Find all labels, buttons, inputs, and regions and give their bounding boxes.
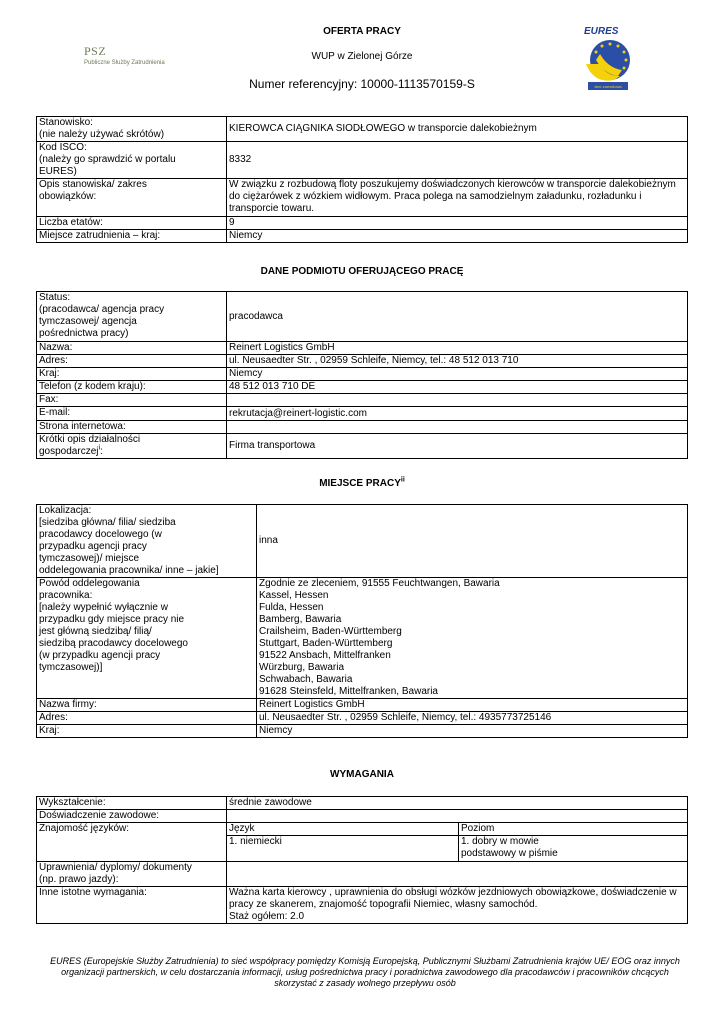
education-value: średnie zawodowe — [227, 797, 688, 810]
table-row — [37, 505, 688, 578]
employer-section-title: DANE PODMIOTU OFERUJĄCEGO PRACĘ — [260, 266, 464, 277]
experience-value — [227, 810, 688, 823]
experience-label: Doświadczenie zawodowe: — [37, 810, 227, 823]
isco-value: 8332 — [227, 142, 688, 179]
description-value: W związku z rozbudową floty poszukujemy doświadczonych kierowców w transporcie dalekobieżnym do ciężarówek z wózkiem widłowym. Praca polega na samodzielnym załadunku, rozładunku i transporcie towaru. — [227, 179, 688, 217]
table-row — [37, 342, 688, 355]
table-row — [37, 421, 688, 434]
fax-value — [227, 394, 688, 407]
email-label: E-mail: — [37, 407, 227, 421]
website-label: Strona internetowa: — [37, 421, 227, 434]
eures-logo — [580, 24, 636, 94]
table-row — [37, 179, 688, 217]
activity-label-line2: gospodarczej — [39, 446, 99, 457]
workplace-country-label: Kraj: — [37, 725, 257, 738]
table-row — [37, 810, 688, 823]
position-label: Stanowisko: (nie należy używać skrótów) — [37, 117, 227, 142]
workplace-country-value: Niemcy — [257, 725, 688, 738]
table-row — [37, 823, 688, 836]
jobs-label: Liczba etatów: — [37, 217, 227, 230]
email-value: rekrutacja@reinert-logistic.com — [227, 407, 688, 421]
psz-logo-sub: Publiczne Służby Zatrudnienia — [84, 60, 165, 66]
eures-logo-icon — [580, 24, 636, 94]
country-value: Niemcy — [227, 230, 688, 243]
table-row — [37, 142, 688, 179]
psz-logo-main: PSZ — [84, 44, 107, 58]
status-value: pracodawca — [227, 292, 688, 342]
company-value: Reinert Logistics GmbH — [257, 699, 688, 712]
table-row — [37, 394, 688, 407]
table-row — [37, 578, 688, 699]
footnote-marker: i — [98, 444, 101, 452]
country-label: Miejsce zatrudnienia – kraj: — [37, 230, 227, 243]
psz-logo — [84, 44, 194, 74]
table-row — [37, 355, 688, 368]
level-column-header: Poziom — [459, 823, 688, 836]
name-value: Reinert Logistics GmbH — [227, 342, 688, 355]
languages-label: Znajomość języków: — [37, 823, 227, 862]
phone-value: 48 512 013 710 DE — [227, 381, 688, 394]
education-label: Wykształcenie: — [37, 797, 227, 810]
position-value: KIEROWCA CIĄGNIKA SIODŁOWEGO w transporcie dalekobieżnym — [227, 117, 688, 142]
activity-label-colon: : — [100, 446, 103, 457]
language-column-header: Język — [227, 823, 459, 836]
table-row — [37, 381, 688, 394]
reason-label: Powód oddelegowania pracownika: [należy wypełnić wyłącznie w przypadku gdy miejsce pracy nie jest główną siedzibą/ filią/ siedzibą pracodawcy docelowego (w przypadku agencji pracy tymczasowej)] — [37, 578, 257, 699]
footer-note: EURES (Europejskie Służby Zatrudnienia) to sieć współpracy pomiędzy Komisją Europejską, Publicznymi Służbami Zatrudnienia krajów UE/ EOG oraz innych organizacji partnerskich, w celu dostarczania informacji, usług pośrednictwa pracy i poradnictwa zawodowego dla pracodawców i pracowników chcących skorzystać z zasady wolnego przepływu osób — [50, 956, 680, 988]
table-row — [37, 725, 688, 738]
level-value: 1. dobry w mowie podstawowy w piśmie — [459, 836, 688, 862]
table-row — [37, 217, 688, 230]
phone-label: Telefon (z kodem kraju): — [37, 381, 227, 394]
jobs-value: 9 — [227, 217, 688, 230]
other-requirements-label: Inne istotne wymagania: — [37, 887, 227, 924]
other-requirements-value: Ważna karta kierowcy , uprawnienia do obsługi wózków jezdniowych obowiązkowe, doświadczenie w pracy ze skanerem, znajomość topografii Niemiec, własny samochód. Staż ogółem: 2.0 — [227, 887, 688, 924]
table-row — [37, 230, 688, 243]
footnote-marker: ii — [400, 476, 405, 484]
requirements-section-title: WYMAGANIA — [330, 769, 394, 780]
table-row — [37, 368, 688, 381]
table-row — [37, 292, 688, 342]
eures-logo-text: EURES — [584, 26, 619, 37]
reference-number: Numer referencyjny: 10000-1113570159-S — [249, 77, 475, 91]
fax-label: Fax: — [37, 394, 227, 407]
status-label: Status: (pracodawca/ agencja pracy tymczasowej/ agencja pośrednictwa pracy) — [37, 292, 227, 342]
address-value: ul. Neusaedter Str. , 02959 Schleife, Niemcy, tel.: 48 512 013 710 — [227, 355, 688, 368]
workplace-section-title — [162, 478, 562, 489]
workplace-address-label: Adres: — [37, 712, 257, 725]
requirements-table — [36, 796, 688, 924]
reason-value: Zgodnie ze zleceniem, 91555 Feuchtwangen, Bawaria Kassel, Hessen Fulda, Hessen Bamberg, Bawaria Crailsheim, Baden-Württemberg Stuttgart, Baden-Württemberg 91522 Ansbach, Mittelfranken Würzburg, Bawaria Schwabach, Bawaria 91628 Steinsfeld, Mittelfranken, Bawaria — [257, 578, 688, 699]
address-label: Adres: — [37, 355, 227, 368]
offer-table — [36, 116, 688, 243]
table-row — [37, 699, 688, 712]
company-label: Nazwa firmy: — [37, 699, 257, 712]
table-row — [37, 862, 688, 887]
workplace-title-text: MIEJSCE PRACY — [319, 478, 401, 489]
website-value — [227, 421, 688, 434]
table-row — [37, 797, 688, 810]
employer-country-value: Niemcy — [227, 368, 688, 381]
document-title: OFERTA PRACY — [323, 26, 401, 37]
language-value: 1. niemiecki — [227, 836, 459, 862]
eures-logo-caption: sieć zawodowa — [594, 84, 622, 89]
workplace-address-value: ul. Neusaedter Str. , 02959 Schleife, Niemcy, tel.: 4935773725146 — [257, 712, 688, 725]
activity-label-line1: Krótki opis działalności — [39, 434, 141, 445]
location-value: inna — [257, 505, 688, 578]
activity-value: Firma transportowa — [227, 434, 688, 459]
table-row — [37, 434, 688, 459]
description-label: Opis stanowiska/ zakres obowiązków: — [37, 179, 227, 217]
activity-label — [37, 434, 227, 459]
workplace-table — [36, 504, 688, 738]
name-label: Nazwa: — [37, 342, 227, 355]
licenses-value — [227, 862, 688, 887]
employer-country-label: Kraj: — [37, 368, 227, 381]
employer-table — [36, 291, 688, 459]
table-row — [37, 887, 688, 924]
licenses-label: Uprawnienia/ dyplomy/ dokumenty (np. prawo jazdy): — [37, 862, 227, 887]
table-row — [37, 407, 688, 421]
office-name: WUP w Zielonej Górze — [311, 51, 413, 62]
table-row — [37, 117, 688, 142]
isco-label: Kod ISCO: (należy go sprawdzić w portalu EURES) — [37, 142, 227, 179]
table-row — [37, 712, 688, 725]
location-label: Lokalizacja: [siedziba główna/ filia/ siedziba pracodawcy docelowego (w przypadku agencji pracy tymczasowej)/ miejsce oddelegowania pracownika/ inne – jakie] — [37, 505, 257, 578]
